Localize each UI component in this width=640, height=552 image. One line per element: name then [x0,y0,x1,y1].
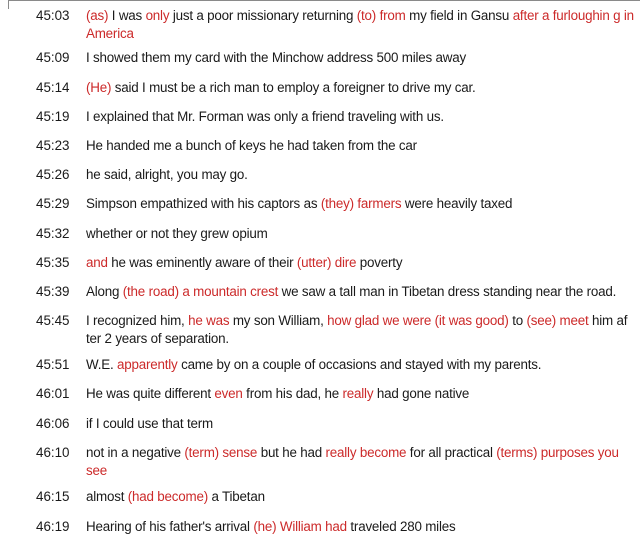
timestamp: 45:29 [36,196,70,211]
transcript-text [86,7,634,43]
timestamp: 45:14 [36,80,70,95]
timestamp: 46:19 [36,519,70,534]
plain-text: not in a negative [86,445,185,460]
highlight-text: after a furloughin g in America [86,8,634,41]
transcript-text [86,195,634,213]
transcript-text [86,283,634,301]
plain-text: he was eminently aware of their [107,255,297,270]
plain-text: I recognized him, [86,313,189,328]
plain-text: almost [86,489,128,504]
highlight-text: (as) [86,8,109,23]
highlight-text: (they) farmers [320,196,402,211]
highlight-text: (to) [356,8,377,23]
plain-text: I was [108,8,146,23]
timestamp: 45:03 [36,8,70,23]
highlight-text: really become [325,445,407,460]
plain-text: I showed them my card with the Minchow address 500 miles away [86,50,467,65]
highlight-text: (He) [86,80,112,95]
highlight-text: he was [188,313,230,328]
transcript-text [86,254,634,272]
plain-text: were heavily taxed [401,196,513,211]
transcript-text [86,488,634,506]
highlight-text: how glad we were (it was good) [327,313,509,328]
plain-text: he said, alright, you may go. [86,167,248,182]
timestamp: 45:19 [36,109,70,124]
plain-text: He handed me a bunch of keys he had taken from the car [86,138,417,153]
plain-text: Along [86,284,123,299]
plain-text: said I must be a rich man to employ a foreigner to drive my car. [111,80,476,95]
highlight-text: (utter) dire [296,255,357,270]
transcript-text [86,444,634,480]
plain-text: to [508,313,527,328]
highlight-text: apparently [117,357,178,372]
highlight-text: (he) William had [253,519,347,534]
transcript-text [86,137,634,155]
timestamp: 45:35 [36,255,70,270]
transcript-text [86,79,634,97]
plain-text: we saw a tall man in Tibetan dress standing near the road. [278,284,617,299]
highlight-text: (terms) purposes you see [86,445,619,478]
transcript-text [86,518,634,536]
plain-text: my field in Gansu [405,8,513,23]
transcript-text [86,108,634,126]
timestamp: 45:32 [36,226,70,241]
plain-text: from his dad, he [242,386,343,401]
plain-text: a Tibetan [208,489,265,504]
transcript-text [86,385,634,403]
plain-text: for all practical [406,445,497,460]
timestamp: 45:26 [36,167,70,182]
transcript-text [86,49,634,67]
highlight-text: (the road) a mountain crest [122,284,279,299]
plain-text: He was quite different [86,386,215,401]
plain-text: W.E. [86,357,117,372]
plain-text: my son William, [229,313,328,328]
transcript-text [86,225,634,243]
transcript-text [86,415,634,433]
timestamp: 45:51 [36,357,70,372]
plain-text: if I could use that term [86,416,213,431]
highlight-text: (see) meet [526,313,589,328]
highlight-text: only [145,8,170,23]
plain-text: I explained that Mr. Forman was only a friend traveling with us. [86,109,444,124]
transcript-text [86,312,634,348]
timestamp: 45:09 [36,50,70,65]
plain-text: but he had [257,445,326,460]
timestamp: 45:45 [36,313,70,328]
plain-text: poverty [356,255,403,270]
corner-tick [8,0,9,9]
transcript-text [86,356,634,374]
plain-text: traveled 280 miles [346,519,456,534]
plain-text: Simpson empathized with his captors as [86,196,321,211]
plain-text: whether or not they grew opium [86,226,268,241]
highlight-text: (had become) [127,489,208,504]
plain-text: came by on a couple of occasions and stayed with my parents. [177,357,542,372]
highlight-text: from [379,8,406,23]
highlight-text: (term) sense [184,445,258,460]
timestamp: 46:01 [36,386,70,401]
timestamp: 45:23 [36,138,70,153]
top-border-line [8,0,640,1]
plain-text: him af ter 2 years of separation. [86,313,628,346]
timestamp: 46:15 [36,489,70,504]
plain-text: had gone native [373,386,470,401]
highlight-text: really [342,386,374,401]
timestamp: 45:39 [36,284,70,299]
highlight-text: even [214,386,243,401]
plain-text: Hearing of his father's arrival [86,519,254,534]
timestamp: 46:06 [36,416,70,431]
timestamp: 46:10 [36,445,70,460]
transcript-text [86,166,634,184]
plain-text: just a poor missionary returning [169,8,357,23]
highlight-text: and [86,255,108,270]
